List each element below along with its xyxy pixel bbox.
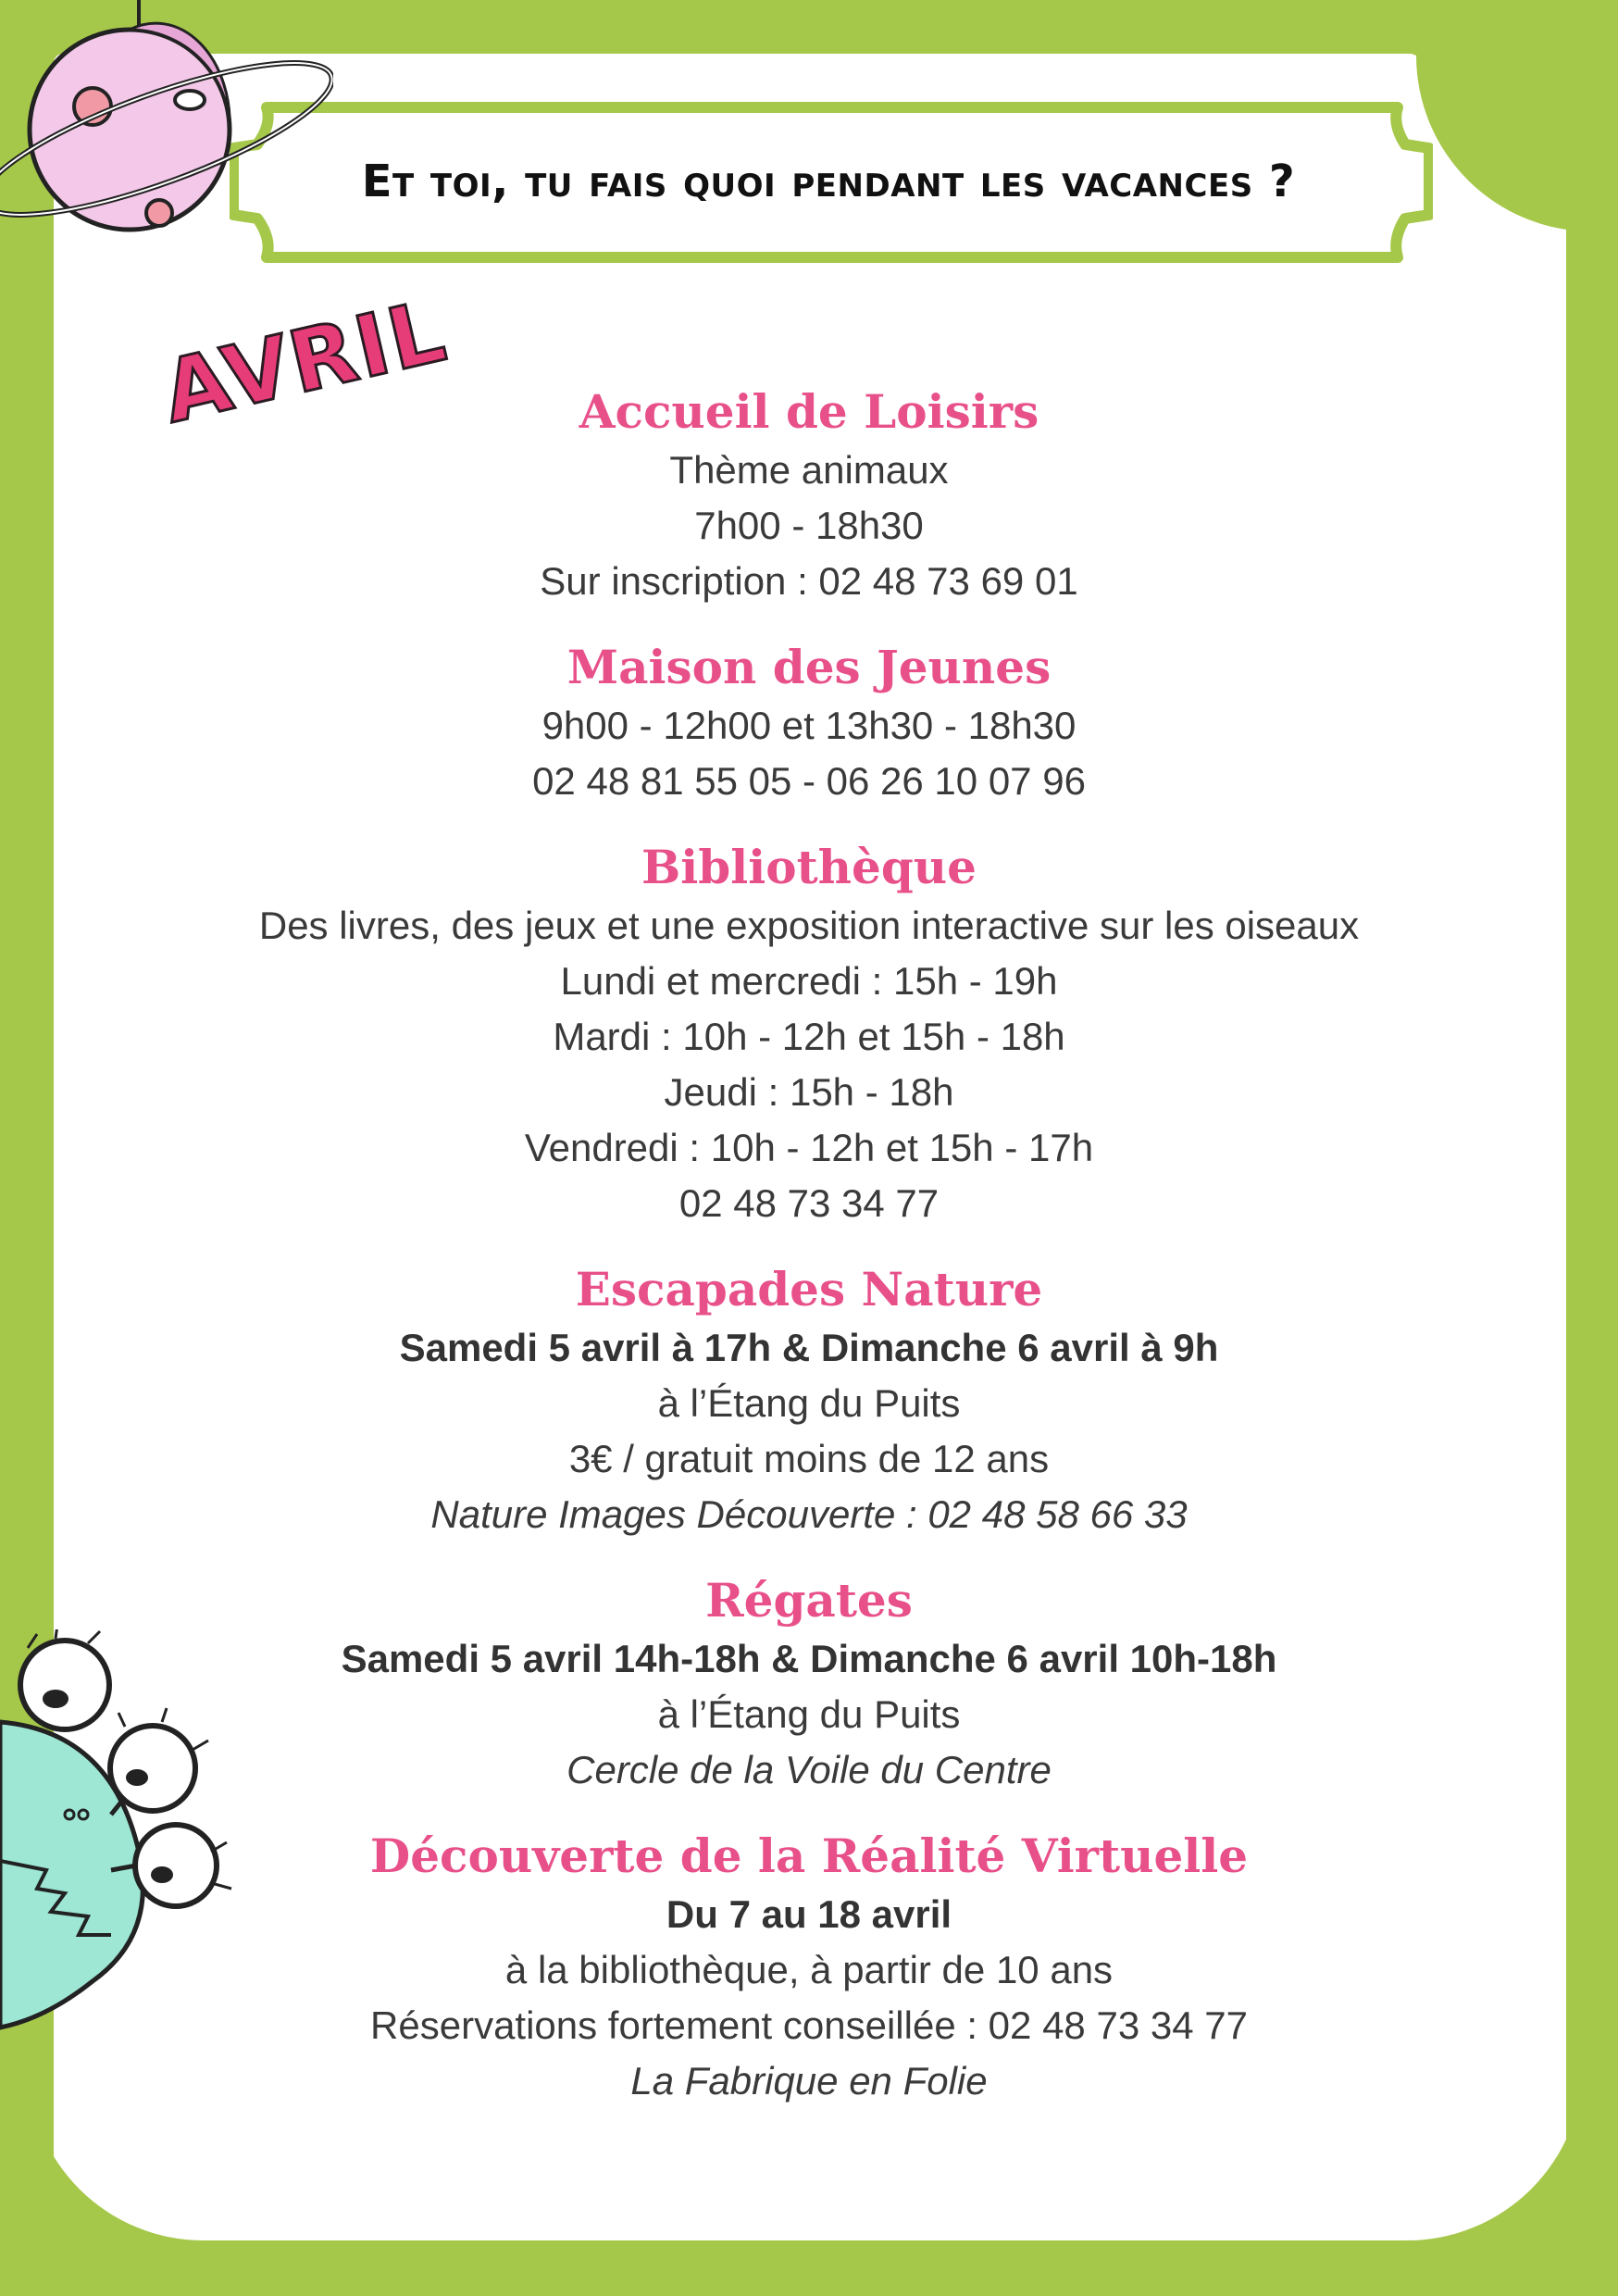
event-detail-line: 02 48 81 55 05 - 06 26 10 07 96	[532, 759, 1086, 803]
event-detail-line: Nature Images Découverte : 02 48 58 66 33	[430, 1492, 1188, 1536]
event-title: Escapades Nature	[575, 1262, 1043, 1316]
event-detail-line: Samedi 5 avril 14h-18h & Dimanche 6 avril 10h-18h	[341, 1637, 1277, 1680]
event-title: Découverte de la Réalité Virtuelle	[369, 1828, 1249, 1883]
event-detail-line: 02 48 73 34 77	[678, 1181, 940, 1225]
month-label: AVRIL	[153, 281, 455, 443]
events-list	[148, 381, 1470, 2137]
event-detail-line: Vendredi : 10h - 12h et 15h - 17h	[524, 1126, 1094, 1169]
event-section	[148, 1570, 1470, 1798]
event-section	[148, 637, 1470, 809]
event-detail-line: Des livres, des jeux et une exposition interactive sur les oiseaux	[258, 904, 1360, 947]
event-detail-line: Lundi et mercredi : 15h - 19h	[560, 959, 1058, 1003]
event-title: Maison des Jeunes	[566, 640, 1052, 694]
event-section	[148, 1826, 1470, 2109]
event-detail-line: Sur inscription : 02 48 73 69 01	[540, 559, 1078, 603]
event-section	[148, 837, 1470, 1231]
event-detail-line: Thème animaux	[669, 448, 949, 492]
event-detail-line: à l’Étang du Puits	[657, 1692, 961, 1736]
event-title: Bibliothèque	[641, 840, 977, 894]
event-detail-line: Du 7 au 18 avril	[666, 1892, 952, 1936]
event-detail-line: Mardi : 10h - 12h et 15h - 18h	[553, 1015, 1065, 1058]
page-title: Et toi, tu fais quoi pendant les vacances ?	[361, 156, 1296, 207]
event-detail-line: Cercle de la Voile du Centre	[566, 1748, 1052, 1791]
event-detail-line: à la bibliothèque, à partir de 10 ans	[504, 1948, 1114, 1991]
planet-illustration	[0, 0, 333, 259]
event-title: Accueil de Loisirs	[579, 384, 1039, 439]
event-detail-line: Jeudi : 15h - 18h	[664, 1070, 954, 1114]
event-detail-line: 7h00 - 18h30	[694, 504, 924, 547]
event-detail-line: La Fabrique en Folie	[630, 2059, 988, 2103]
event-detail-line: Samedi 5 avril à 17h & Dimanche 6 avril à 9h	[399, 1326, 1219, 1369]
event-section	[148, 1259, 1470, 1542]
event-detail-line: à l’Étang du Puits	[657, 1381, 961, 1425]
event-detail-line: Réservations fortement conseillée : 02 48 73 34 77	[370, 2003, 1248, 2047]
event-detail-line: 9h00 - 12h00 et 13h30 - 18h30	[541, 704, 1077, 747]
event-section	[148, 381, 1470, 609]
event-detail-line: 3€ / gratuit moins de 12 ans	[568, 1437, 1050, 1480]
event-title: Régates	[705, 1573, 913, 1628]
